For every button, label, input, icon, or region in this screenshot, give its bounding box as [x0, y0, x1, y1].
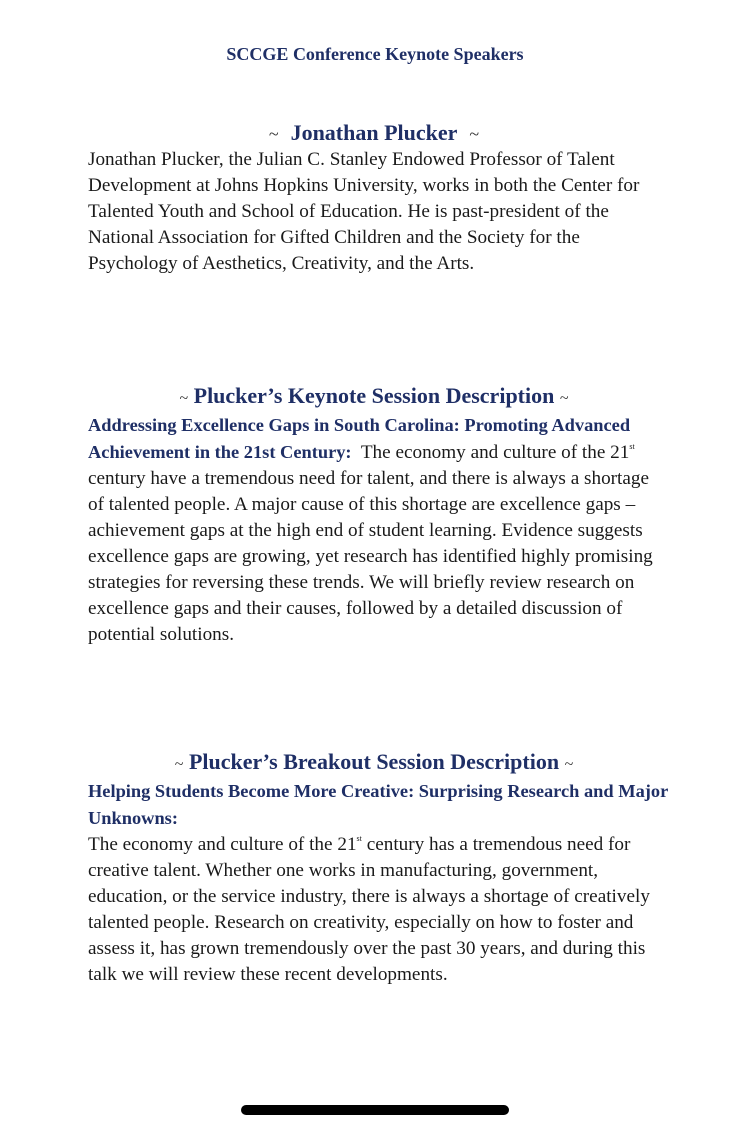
keynote-heading-text: Plucker’s Keynote Session Description — [193, 383, 555, 408]
keynote-superscript: st — [629, 442, 635, 451]
keynote-section — [88, 383, 668, 648]
tilde-left: ~ — [268, 124, 279, 144]
speaker-name-heading — [80, 120, 668, 147]
breakout-text-part2: century has a tremendous need for creative talent. Whether one works in manufacturing, government, education, or the service industry, there is always a shortage of creatively talented people. Research on creativity, especially on how to foster and assess it, has grown tremendously over the past 30 years, and during this talk we will review these recent developments. — [88, 834, 650, 985]
tilde-left: ~ — [174, 756, 184, 773]
keynote-text-part2: century have a tremendous need for talent, and there is always a shortage of talented people. A major cause of this shortage are excellence gaps – achievement gaps at the high end of student learning. Evidence suggests excellence gaps are growing, yet research has identified highly promising strategies for reversing these trends. We will briefly review research on excellence gaps and their causes, followed by a detailed discussion of potential solutions. — [88, 468, 653, 645]
page-title: SCCGE Conference Keynote Speakers — [226, 44, 524, 64]
keynote-text-part1: The economy and culture of the 21 — [360, 442, 630, 463]
speaker-bio: Jonathan Plucker, the Julian C. Stanley Endowed Professor of Talent Development at Johns Hopkins University, works in both the Center for Talented Youth and School of Education. He is past-president of the National Association for Gifted Children and the Society for the Psychology of Aesthetics, Creativity, and the Arts. — [88, 149, 640, 274]
home-indicator[interactable] — [241, 1105, 509, 1115]
tilde-left: ~ — [179, 390, 189, 407]
breakout-title: Helping Students Become More Creative: Surprising Research and Major Unknowns: — [88, 781, 668, 828]
tilde-right: ~ — [564, 756, 574, 773]
tilde-right: ~ — [559, 390, 569, 407]
breakout-title-para — [88, 778, 668, 832]
speaker-name: Jonathan Plucker — [290, 120, 458, 145]
breakout-section — [88, 749, 668, 988]
breakout-heading-text: Plucker’s Breakout Session Description — [188, 749, 560, 774]
breakout-description — [88, 832, 668, 988]
keynote-heading — [80, 383, 668, 412]
tilde-right: ~ — [469, 124, 480, 144]
breakout-text-part1: The economy and culture of the 21 — [88, 834, 357, 855]
speaker-section — [88, 120, 668, 277]
keynote-title: Addressing Excellence Gaps in South Carolina: Promoting Advanced Achievement in the 21st Century: — [88, 415, 631, 462]
keynote-description — [88, 412, 668, 648]
breakout-heading — [80, 749, 668, 778]
breakout-superscript: st — [356, 834, 362, 843]
